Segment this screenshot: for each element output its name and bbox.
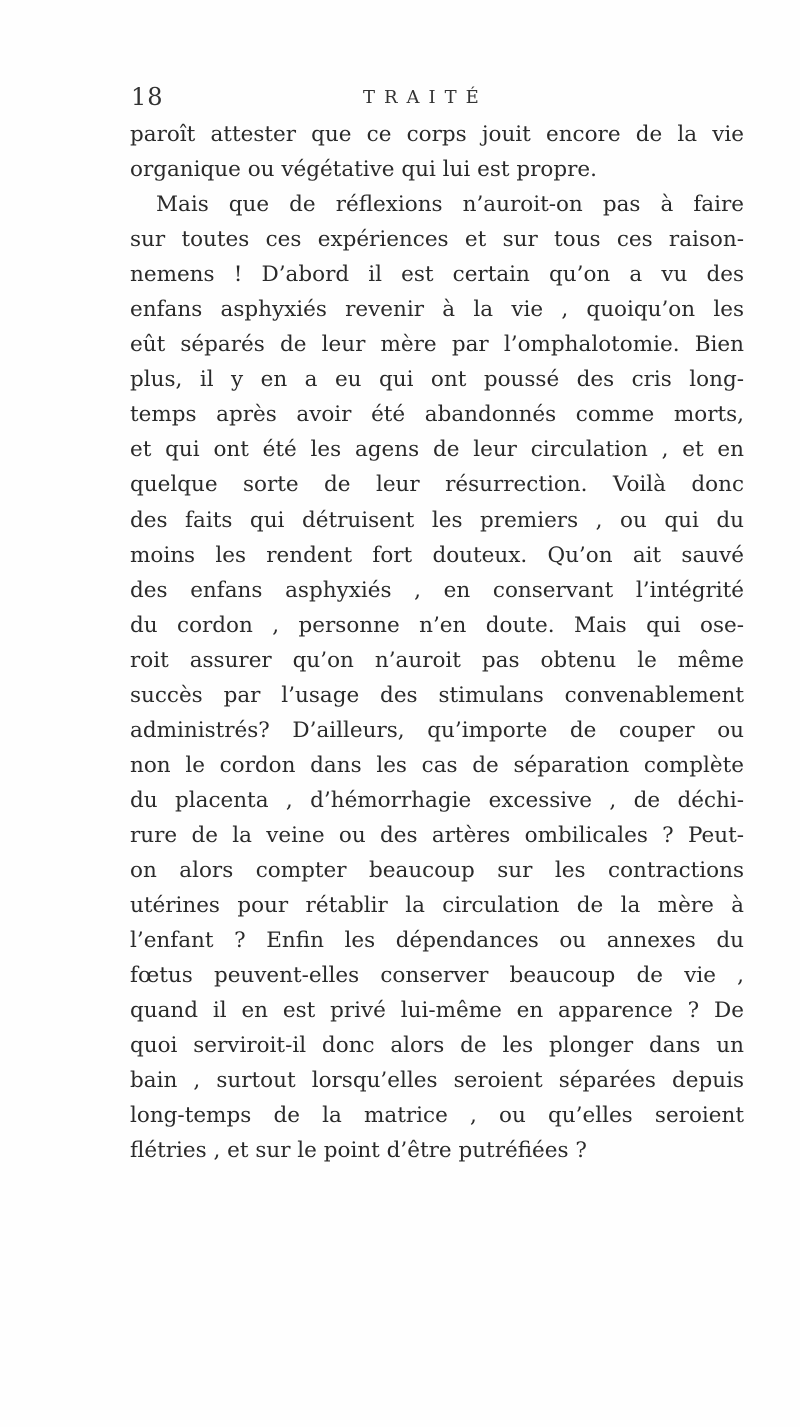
text-line: quelque sorte de leur résurrection. Voilà donc <box>130 472 744 498</box>
text-line: non le cordon dans les cas de séparation complète <box>130 752 744 778</box>
text-line: l’enfant ? Enfin les dépendances ou annexes du <box>130 928 744 954</box>
text-line: des enfans asphyxiés , en conservant l’intégrité <box>130 577 744 603</box>
text-line: quoi serviroit-il donc alors de les plonger dans un <box>130 1033 744 1059</box>
text-line: long-temps de la matrice , ou qu’elles seroient <box>130 1103 744 1129</box>
text-line: roit assurer qu’on n’auroit pas obtenu le même <box>130 647 744 673</box>
text-line: fœtus peuvent-elles conserver beaucoup de vie , <box>130 963 744 989</box>
text-line: nemens ! D’abord il est certain qu’on a vu des <box>130 262 744 288</box>
page-number: 18 <box>131 83 164 111</box>
text-line: plus, il y en a eu qui ont poussé des cris long- <box>130 367 744 393</box>
text-line: sur toutes ces expériences et sur tous ces raison- <box>130 227 744 253</box>
text-line: rure de la veine ou des artères ombilicales ? Peut- <box>130 822 744 848</box>
text-line: du cordon , personne n’en doute. Mais qui ose- <box>130 612 744 638</box>
text-line: temps après avoir été abandonnés comme morts, <box>130 402 744 428</box>
text-line: utérines pour rétablir la circulation de la mère à <box>130 893 744 919</box>
text-line: bain , surtout lorsqu’elles seroient séparées depuis <box>130 1068 744 1094</box>
text-line: eût séparés de leur mère par l’omphalotomie. Bien <box>130 332 744 358</box>
text-line: paroît attester que ce corps jouit encore de la vie <box>130 122 744 147</box>
running-head <box>131 83 671 113</box>
text-line: organique ou végétative qui lui est propre. <box>130 157 597 183</box>
text-line: des faits qui détruisent les premiers , ou qui du <box>130 507 744 533</box>
text-line: succès par l’usage des stimulans convenablement <box>130 682 744 708</box>
text-line: et qui ont été les agens de leur circulation , et en <box>130 437 744 463</box>
text-line: flétries , et sur le point d’être putréfiées ? <box>130 1138 587 1164</box>
text-line: administrés? D’ailleurs, qu’importe de couper ou <box>130 717 744 743</box>
running-title: TRAITÉ <box>363 87 488 108</box>
text-line: on alors compter beaucoup sur les contractions <box>130 857 744 883</box>
text-line: moins les rendent fort douteux. Qu’on ait sauvé <box>130 542 744 568</box>
text-line: Mais que de réflexions n’auroit-on pas à faire <box>156 192 744 218</box>
text-line: enfans asphyxiés revenir à la vie , quoiqu’on les <box>130 297 744 323</box>
body-text <box>130 117 744 1168</box>
text-line: du placenta , d’hémorrhagie excessive , de déchi- <box>130 787 744 813</box>
text-line: quand il en est privé lui-même en apparence ? De <box>130 998 744 1024</box>
